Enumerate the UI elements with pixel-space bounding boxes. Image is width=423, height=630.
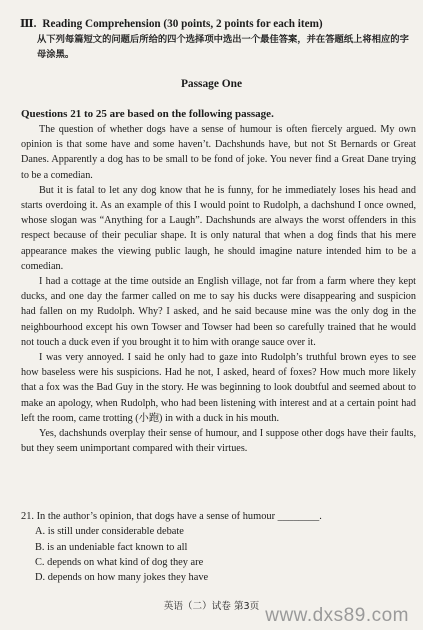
passage-body xyxy=(21,122,416,456)
answer-option-d: D. depends on how many jokes they have xyxy=(35,572,209,584)
question-21 xyxy=(21,509,416,585)
passage-paragraph: I was very annoyed. I said he only had to gaze into Rudolph’s truthful brown eyes to see how baseless were his suspicions. Had he not, I asked, heard of foxes? How much more likely that a fox was the Bad Guy in the story. He was beginning to look doubtful and seemed about to make an apology, when Rudolph, who had been listening with interest and at a certain point had left the room, came trotting (小跑) in with a duck in his mouth. xyxy=(21,352,416,424)
section-instructions: 从下列每篇短文的问题后所给的四个选择项中选出一个最佳答案，并在答题纸上将相应的字母涂黑。 xyxy=(37,34,409,60)
answer-option-a: A. is still under considerable debate xyxy=(35,526,184,538)
passage-paragraph: I had a cottage at the time outside an English village, not far from a farm where they kept ducks, and one day the farmer called on me to say his ducks were disappearing and suspicion had fallen on my Rudolph. Why? I asked, and he said because mine was the only dog in the neighbourhood except his own Towser and Towser had been so carefully trained that he would not touch a duck even if you brought it to him with orange sauce over it. xyxy=(21,276,416,348)
questions-intro: Questions 21 to 25 are based on the following passage. xyxy=(21,108,274,120)
passage-paragraph: But it is fatal to let any dog know that he is funny, for he immediately loses his head and starts overdoing it. As an example of this I would point to Rudolph, a dachshund I once owned, whose slogan was “Anything for a Laugh”. Dachshunds are always the worst offenders in this respect because of their peculiar shape. It is only natural that when a dog finds that his mere appearance makes the viewing public laugh, he should imagine nature intended him to be a comedian. xyxy=(21,184,416,272)
passage-title: Passage One xyxy=(180,78,243,90)
section-title: Reading Comprehension (30 points, 2 points for each item) xyxy=(42,18,323,30)
answer-option-c: C. depends on what kind of dog they are xyxy=(35,556,204,568)
section-number: Ⅲ. xyxy=(20,18,37,30)
page-footer: 英语（二）试卷 第3页 xyxy=(163,601,260,612)
answer-option-b: B. is an undeniable fact known to all xyxy=(35,541,188,553)
passage-paragraph: Yes, dachshunds overplay their sense of humour, and I suppose other dogs have their faults, but they seem unimportant compared with their virtues. xyxy=(21,428,416,455)
section-heading xyxy=(20,17,415,32)
question-stem: 21. In the author’s opinion, that dogs have a sense of humour ________. xyxy=(21,511,322,522)
passage-paragraph: The question of whether dogs have a sense of humour is often fiercely argued. My own opinion is that some have and some haven’t. Dachshunds have, but not St Bernards or Great Danes. Apparently a dog has to be small to be fond of joke. You never find a Great Dane trying to be a comedian. xyxy=(21,124,416,181)
watermark: www.dxs89.com xyxy=(265,605,409,626)
